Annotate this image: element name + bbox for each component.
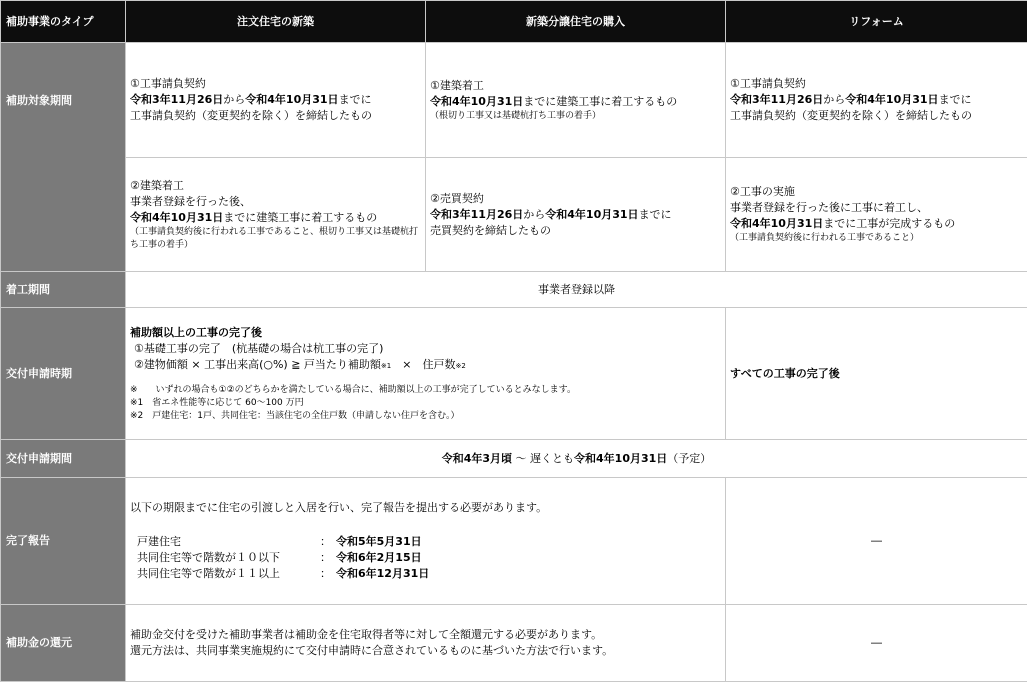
period-label: 補助対象期間: [1, 43, 126, 272]
completion-item: 戸建住宅 ： 令和5年5月31日: [137, 535, 422, 548]
header-reform: リフォーム: [726, 1, 1027, 43]
start-row: [1, 272, 1027, 308]
period-reform-1: ①工事請負契約 令和3年11月26日から令和4年10月31日までに 工事請負契約（変更契約を除く）を締結したもの: [726, 43, 1027, 158]
period-bunjo-1: ①建築着工 令和4年10月31日までに建築工事に着工するもの （根切り工事又は基礎杭打ち工事の着手）: [426, 43, 726, 158]
apply-period-label: 交付申請期間: [1, 440, 126, 478]
refund-label: 補助金の還元: [1, 605, 126, 682]
period-chumon-2: ②建築着工 事業者登録を行った後、 令和4年10月31日までに建築工事に着工するもの （工事請負契約後に行われる工事であること、根切り工事又は基礎杭打ち工事の着手）: [126, 158, 426, 272]
header-type: 補助事業のタイプ: [1, 1, 126, 43]
period-row-2: [1, 158, 1027, 272]
period-bunjo-2: ②売買契約 令和3年11月26日から令和4年10月31日までに 売買契約を締結したもの: [426, 158, 726, 272]
header-chumon: 注文住宅の新築: [126, 1, 426, 43]
start-value: 事業者登録以降: [126, 272, 1027, 308]
completion-reform: ―: [726, 478, 1027, 605]
completion-row: [1, 478, 1027, 605]
apply-timing-new: 補助額以上の工事の完了後 ①基礎工事の完了 (杭基礎の場合は杭工事の完了) ②建物価額 × 工事出来高(○%) ≧ 戸当たり補助額※1 × 住戸数※2 ※ いずれの場合も①②のどちらかを満たしている場合に、補助額以上の工事が完了しているとみなします。 ※1 省エネ性能等に応じて 60～100 万円 ※2 戸建住宅：1戸、共同住宅：当該住宅の全住戸数（申請しない住戸を含む。）: [126, 308, 726, 440]
completion-item: 共同住宅等で階数が１０以下 ： 令和6年2月15日: [137, 551, 422, 564]
apply-timing-label: 交付申請時期: [1, 308, 126, 440]
refund-row: [1, 605, 1027, 682]
apply-period-row: [1, 440, 1027, 478]
completion-label: 完了報告: [1, 478, 126, 605]
header-row: [1, 1, 1027, 43]
period-reform-2: ②工事の実施 事業者登録を行った後に工事に着工し、 令和4年10月31日までに工事が完成するもの （工事請負契約後に行われる工事であること）: [726, 158, 1027, 272]
refund-new: 補助金交付を受けた補助事業者は補助金を住宅取得者等に対して全額還元する必要があります。 還元方法は、共同事業実施規約にて交付申請時に合意されているものに基づいた方法で行います。: [126, 605, 726, 682]
apply-timing-row: [1, 308, 1027, 440]
apply-period-value: 令和4年3月頃 ～ 遅くとも令和4年10月31日（予定）: [126, 440, 1027, 478]
refund-reform: ―: [726, 605, 1027, 682]
apply-timing-reform: すべての工事の完了後: [726, 308, 1027, 440]
completion-item: 共同住宅等で階数が１１以上 ： 令和6年12月31日: [137, 567, 430, 580]
start-label: 着工期間: [1, 272, 126, 308]
header-bunjo: 新築分譲住宅の購入: [426, 1, 726, 43]
completion-new: 以下の期限までに住宅の引渡しと入居を行い、完了報告を提出する必要があります。 戸建住宅 ： 令和5年5月31日 共同住宅等で階数が１０以下 ： 令和6年2月15日 共同住宅等で階数が１１以上 ： 令和6年12月31日: [126, 478, 726, 605]
period-chumon-1: ①工事請負契約 令和3年11月26日から令和4年10月31日までに 工事請負契約（変更契約を除く）を締結したもの: [126, 43, 426, 158]
period-row-1: [1, 43, 1027, 158]
